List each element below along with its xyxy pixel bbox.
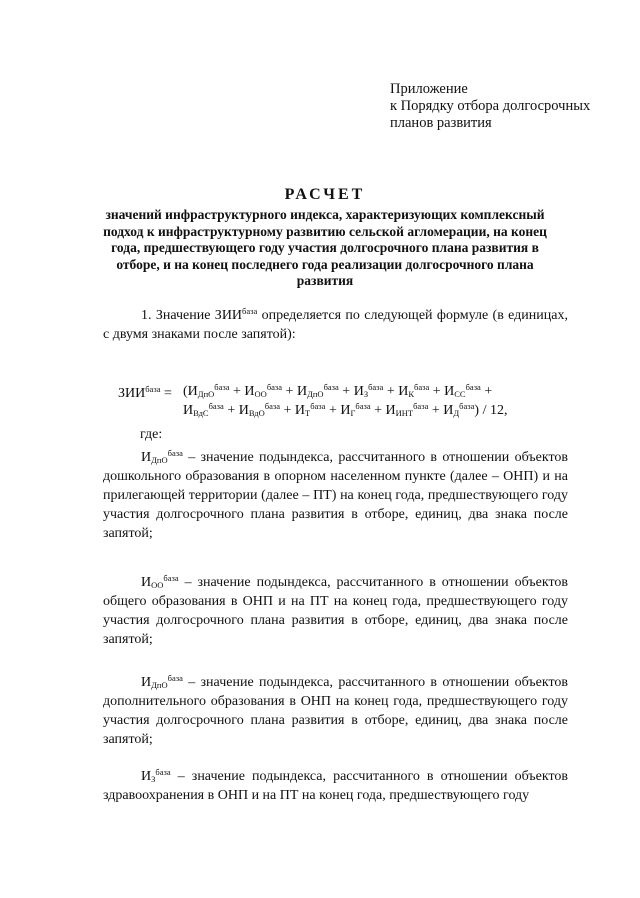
- formula-term-text: + И: [338, 384, 364, 399]
- formula-term-text: + И: [383, 384, 409, 399]
- formula-term-sup: база: [414, 382, 430, 392]
- formula-term-sub: ВдС: [193, 408, 209, 418]
- definition-sup: база: [155, 767, 171, 777]
- formula-term-sup: база: [310, 401, 326, 411]
- formula-term-text: (И: [183, 384, 198, 399]
- formula-term-text: + И: [229, 384, 255, 399]
- formula-term-sup: база: [368, 382, 384, 392]
- definition-text: – значение подындекса, рассчитанного в отношении объектов дополнительного образования в ОНП на конец года, предшествующего году участия долгосрочного плана развития в отборе, единиц, два знака после запятой;: [103, 675, 568, 747]
- definition-sub: ОО: [151, 580, 164, 590]
- formula-term-text: + И: [428, 403, 454, 418]
- formula-term-sub: К: [408, 389, 414, 399]
- formula-term-text: + И: [223, 403, 249, 418]
- title-main: РАСЧЕТ: [284, 186, 366, 203]
- formula-term-text: + И: [279, 403, 305, 418]
- document-title: [90, 185, 560, 290]
- intro-sup: база: [242, 306, 258, 316]
- formula-line-2: [183, 401, 507, 420]
- formula-term-sup: база: [459, 401, 475, 411]
- definition-text: – значение подындекса, рассчитанного в отношении объектов здравоохранения в ОНП и на ПТ на конец года, предшествующего году: [103, 769, 568, 803]
- formula-term-sup: база: [413, 401, 429, 411]
- formula-term-sup: база: [355, 401, 371, 411]
- definition-paragraph: [103, 673, 568, 749]
- formula-term-text: ) / 12,: [474, 403, 508, 418]
- formula-term-sub: З: [363, 389, 369, 399]
- definition-text: – значение подындекса, рассчитанного в отношении объектов общего образования в ОНП и на ПТ на конец года, предшествующего году участия долгосрочного плана развития в отборе, единиц, два знака после запятой;: [103, 575, 568, 647]
- definition-sub: ДпО: [151, 680, 168, 690]
- formula-lhs-sup: база: [145, 384, 161, 394]
- definition-sup: база: [167, 448, 183, 458]
- definition-symbol: И: [141, 450, 152, 465]
- formula-term-sub: Г: [350, 408, 356, 418]
- formula-lhs: [118, 384, 172, 403]
- formula-term-sub: СС: [454, 389, 466, 399]
- formula-term-sub: ИНТ: [395, 408, 414, 418]
- intro-rest: определяется по следующей формуле (в единицах, с двумя знаками после запятой):: [103, 308, 568, 342]
- formula-term-sub: ВдО: [248, 408, 265, 418]
- annex-line-3: планов развития: [390, 115, 492, 131]
- formula-rhs: [183, 382, 507, 420]
- title-subtitle: значений инфраструктурного индекса, характеризующих комплексный подход к инфраструктурному развитию сельской агломерации, на конец года, предшествующего году участия долгосрочного плана развития в отборе, и на конец последнего года реализации долгосрочного плана развития: [103, 207, 547, 288]
- definition-symbol: И: [141, 575, 152, 590]
- definition-sub: З: [151, 774, 156, 784]
- definition-paragraph: [103, 448, 568, 543]
- formula-term-sup: база: [264, 401, 280, 411]
- intro-paragraph: [103, 306, 568, 344]
- definition-sup: база: [163, 573, 179, 583]
- definition-symbol: И: [141, 769, 152, 784]
- formula-term-sub: Т: [305, 408, 311, 418]
- formula-term-text: + И: [282, 384, 308, 399]
- formula-term-sub: ДпО: [197, 389, 215, 399]
- where-label: где:: [140, 427, 163, 442]
- definition-text: – значение подындекса, рассчитанного в отношении объектов дошкольного образования в опорном населенном пункте (далее – ОНП) и на прилегающей территории (далее – ПТ) на конец года, предшествующего году участия долгосрочного плана развития в отборе, единиц, два знака после запятой;: [103, 450, 568, 541]
- formula-term-text: + И: [429, 384, 455, 399]
- formula-term-sub: ДпО: [307, 389, 324, 399]
- definition-symbol: И: [141, 675, 152, 690]
- annex-header: [390, 81, 630, 132]
- formula-term-sup: база: [214, 382, 230, 392]
- annex-line-2: к Порядку отбора долгосрочных: [390, 98, 591, 114]
- definition-paragraph: [103, 767, 568, 805]
- formula-term-text: И: [183, 403, 194, 418]
- definition-sup: база: [167, 673, 183, 683]
- annex-line-1: Приложение: [390, 81, 468, 97]
- formula-term-sup: база: [266, 382, 283, 392]
- formula-term-sup: база: [323, 382, 339, 392]
- formula-term-text: + И: [370, 403, 396, 418]
- formula-term-sup: база: [208, 401, 224, 411]
- formula-term-sub: ОО: [254, 389, 267, 399]
- formula-eq: =: [160, 386, 172, 401]
- formula-term-text: + И: [325, 403, 351, 418]
- formula-term-text: +: [480, 384, 493, 399]
- formula-term-sub: Д: [453, 408, 460, 418]
- formula-line-1: [183, 382, 507, 401]
- formula-lhs-main: ЗИИ: [118, 386, 146, 401]
- definition-sub: ДпО: [151, 455, 168, 465]
- definition-paragraph: [103, 573, 568, 649]
- formula-term-sup: база: [465, 382, 481, 392]
- intro-prefix: 1. Значение ЗИИ: [141, 308, 243, 323]
